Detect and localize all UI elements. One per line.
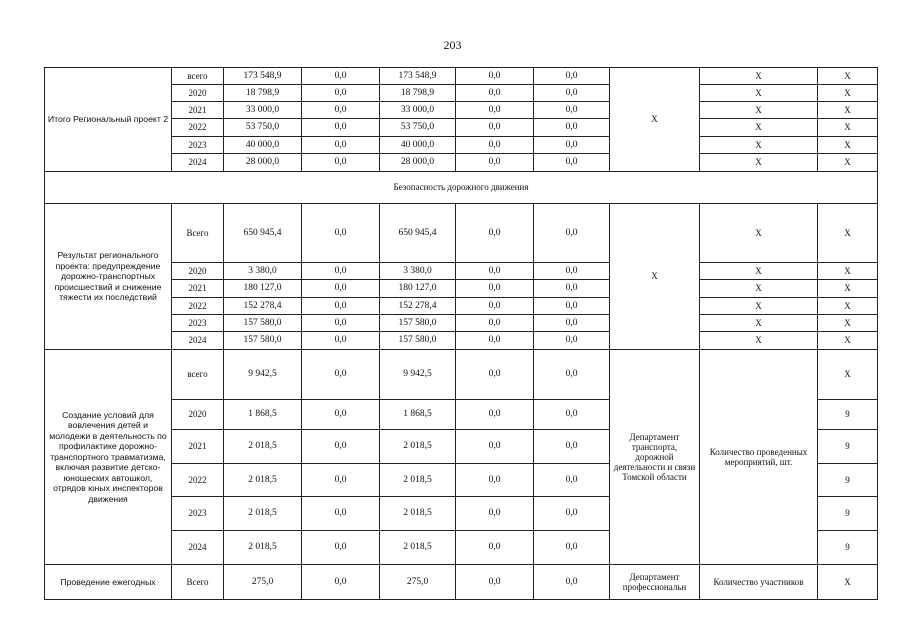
indicator-cell: Х: [700, 85, 818, 102]
row-label: Проведение ежегодных: [45, 565, 172, 600]
indicator-cell: Количество участников: [700, 565, 818, 600]
other-cell: 0,0: [534, 204, 610, 263]
other-cell: 0,0: [534, 68, 610, 85]
indicator-cell: Х: [700, 137, 818, 154]
reg-cell: 650 945,4: [380, 204, 456, 263]
mun-cell: 0,0: [456, 350, 534, 400]
reg-cell: 40 000,0: [380, 137, 456, 154]
mun-cell: 0,0: [456, 400, 534, 430]
total-cell: 173 548,9: [224, 68, 302, 85]
reg-cell: 2 018,5: [380, 531, 456, 565]
value-cell: Х: [818, 68, 878, 85]
indicator-cell: Х: [700, 68, 818, 85]
other-cell: 0,0: [534, 497, 610, 531]
total-cell: 2 018,5: [224, 531, 302, 565]
value-cell: Х: [818, 315, 878, 332]
total-cell: 152 278,4: [224, 298, 302, 315]
section-title: Безопасность дорожного движения: [45, 172, 878, 204]
mun-cell: 0,0: [456, 154, 534, 172]
indicator-cell: Х: [700, 315, 818, 332]
executor-cell: Х: [610, 68, 700, 172]
fed-cell: 0,0: [302, 119, 380, 137]
total-cell: 2 018,5: [224, 464, 302, 497]
value-cell: 9: [818, 531, 878, 565]
reg-cell: 28 000,0: [380, 154, 456, 172]
fed-cell: 0,0: [302, 102, 380, 119]
row-label: Результат регионального проекта: предупреждение дорожно-транспортных происшествий и снижение тяжести их последствий: [45, 204, 172, 350]
value-cell: 9: [818, 497, 878, 531]
year-cell: 2020: [172, 400, 224, 430]
total-cell: 9 942,5: [224, 350, 302, 400]
fed-cell: 0,0: [302, 430, 380, 464]
mun-cell: 0,0: [456, 464, 534, 497]
value-cell: Х: [818, 204, 878, 263]
page-number: 203: [443, 38, 462, 52]
other-cell: 0,0: [534, 154, 610, 172]
mun-cell: 0,0: [456, 315, 534, 332]
total-cell: 275,0: [224, 565, 302, 600]
indicator-cell: Х: [700, 154, 818, 172]
other-cell: 0,0: [534, 565, 610, 600]
value-cell: 9: [818, 464, 878, 497]
table-body: [45, 68, 878, 600]
reg-cell: 157 580,0: [380, 332, 456, 350]
reg-cell: 2 018,5: [380, 430, 456, 464]
reg-cell: 2 018,5: [380, 464, 456, 497]
reg-cell: 2 018,5: [380, 497, 456, 531]
reg-cell: 18 798,9: [380, 85, 456, 102]
value-cell: Х: [818, 154, 878, 172]
total-cell: 2 018,5: [224, 497, 302, 531]
year-cell: Всего: [172, 565, 224, 600]
fed-cell: 0,0: [302, 332, 380, 350]
year-cell: 2021: [172, 102, 224, 119]
year-cell: 2023: [172, 315, 224, 332]
fed-cell: 0,0: [302, 298, 380, 315]
mun-cell: 0,0: [456, 280, 534, 298]
total-cell: 28 000,0: [224, 154, 302, 172]
year-cell: 2020: [172, 263, 224, 280]
value-cell: Х: [818, 102, 878, 119]
section-row: [45, 172, 878, 204]
fed-cell: 0,0: [302, 531, 380, 565]
mun-cell: 0,0: [456, 85, 534, 102]
reg-cell: 3 380,0: [380, 263, 456, 280]
other-cell: 0,0: [534, 102, 610, 119]
year-cell: 2024: [172, 332, 224, 350]
reg-cell: 275,0: [380, 565, 456, 600]
year-cell: Всего: [172, 204, 224, 263]
mun-cell: 0,0: [456, 263, 534, 280]
other-cell: 0,0: [534, 280, 610, 298]
year-cell: 2022: [172, 298, 224, 315]
year-cell: 2020: [172, 85, 224, 102]
reg-cell: 152 278,4: [380, 298, 456, 315]
fed-cell: 0,0: [302, 263, 380, 280]
indicator-cell: Х: [700, 119, 818, 137]
total-cell: 650 945,4: [224, 204, 302, 263]
other-cell: 0,0: [534, 464, 610, 497]
total-cell: 157 580,0: [224, 315, 302, 332]
value-cell: Х: [818, 263, 878, 280]
year-cell: 2022: [172, 464, 224, 497]
fed-cell: 0,0: [302, 464, 380, 497]
value-cell: 9: [818, 430, 878, 464]
total-cell: 33 000,0: [224, 102, 302, 119]
table-row: [45, 204, 878, 263]
value-cell: 9: [818, 400, 878, 430]
executor-cell: Департамент профессиональн: [610, 565, 700, 600]
mun-cell: 0,0: [456, 497, 534, 531]
mun-cell: 0,0: [456, 102, 534, 119]
other-cell: 0,0: [534, 430, 610, 464]
value-cell: Х: [818, 119, 878, 137]
fed-cell: 0,0: [302, 204, 380, 263]
year-cell: 2024: [172, 154, 224, 172]
year-cell: 2023: [172, 137, 224, 154]
other-cell: 0,0: [534, 332, 610, 350]
indicator-cell: Х: [700, 332, 818, 350]
indicator-cell: Х: [700, 204, 818, 263]
indicator-cell: Х: [700, 280, 818, 298]
fed-cell: 0,0: [302, 497, 380, 531]
table-row: [45, 68, 878, 85]
table-row: [45, 565, 878, 600]
value-cell: Х: [818, 280, 878, 298]
budget-table: [44, 67, 878, 600]
indicator-cell: Х: [700, 102, 818, 119]
other-cell: 0,0: [534, 400, 610, 430]
fed-cell: 0,0: [302, 137, 380, 154]
mun-cell: 0,0: [456, 430, 534, 464]
other-cell: 0,0: [534, 315, 610, 332]
mun-cell: 0,0: [456, 204, 534, 263]
mun-cell: 0,0: [456, 137, 534, 154]
reg-cell: 180 127,0: [380, 280, 456, 298]
other-cell: 0,0: [534, 119, 610, 137]
fed-cell: 0,0: [302, 565, 380, 600]
fed-cell: 0,0: [302, 68, 380, 85]
row-label: Создание условий для вовлечения детей и молодежи в деятельность по профилактике дорожно-транспортного травматизма, включая развитие детско-юношеских автошкол, отрядов юных инспекторов движения: [45, 350, 172, 565]
total-cell: 40 000,0: [224, 137, 302, 154]
indicator-cell: Х: [700, 298, 818, 315]
reg-cell: 1 868,5: [380, 400, 456, 430]
total-cell: 53 750,0: [224, 119, 302, 137]
reg-cell: 33 000,0: [380, 102, 456, 119]
year-cell: 2024: [172, 531, 224, 565]
other-cell: 0,0: [534, 85, 610, 102]
fed-cell: 0,0: [302, 280, 380, 298]
value-cell: Х: [818, 85, 878, 102]
other-cell: 0,0: [534, 531, 610, 565]
executor-cell: Департамент транспорта, дорожной деятельности и связи Томской области: [610, 350, 700, 565]
executor-cell: Х: [610, 204, 700, 350]
table-row: [45, 350, 878, 400]
year-cell: 2022: [172, 119, 224, 137]
mun-cell: 0,0: [456, 298, 534, 315]
indicator-cell: Количество проведенных мероприятий, шт.: [700, 350, 818, 565]
total-cell: 18 798,9: [224, 85, 302, 102]
total-cell: 3 380,0: [224, 263, 302, 280]
mun-cell: 0,0: [456, 68, 534, 85]
value-cell: Х: [818, 565, 878, 600]
fed-cell: 0,0: [302, 154, 380, 172]
total-cell: 1 868,5: [224, 400, 302, 430]
value-cell: Х: [818, 350, 878, 400]
total-cell: 157 580,0: [224, 332, 302, 350]
year-cell: 2021: [172, 430, 224, 464]
year-cell: всего: [172, 68, 224, 85]
other-cell: 0,0: [534, 263, 610, 280]
fed-cell: 0,0: [302, 85, 380, 102]
indicator-cell: Х: [700, 263, 818, 280]
other-cell: 0,0: [534, 137, 610, 154]
other-cell: 0,0: [534, 350, 610, 400]
mun-cell: 0,0: [456, 531, 534, 565]
reg-cell: 173 548,9: [380, 68, 456, 85]
reg-cell: 9 942,5: [380, 350, 456, 400]
reg-cell: 157 580,0: [380, 315, 456, 332]
year-cell: 2021: [172, 280, 224, 298]
mun-cell: 0,0: [456, 565, 534, 600]
row-label: Итого Региональный проект 2: [45, 68, 172, 172]
mun-cell: 0,0: [456, 332, 534, 350]
reg-cell: 53 750,0: [380, 119, 456, 137]
year-cell: всего: [172, 350, 224, 400]
value-cell: Х: [818, 137, 878, 154]
value-cell: Х: [818, 332, 878, 350]
total-cell: 180 127,0: [224, 280, 302, 298]
total-cell: 2 018,5: [224, 430, 302, 464]
value-cell: Х: [818, 298, 878, 315]
year-cell: 2023: [172, 497, 224, 531]
other-cell: 0,0: [534, 298, 610, 315]
mun-cell: 0,0: [456, 119, 534, 137]
fed-cell: 0,0: [302, 400, 380, 430]
fed-cell: 0,0: [302, 315, 380, 332]
fed-cell: 0,0: [302, 350, 380, 400]
